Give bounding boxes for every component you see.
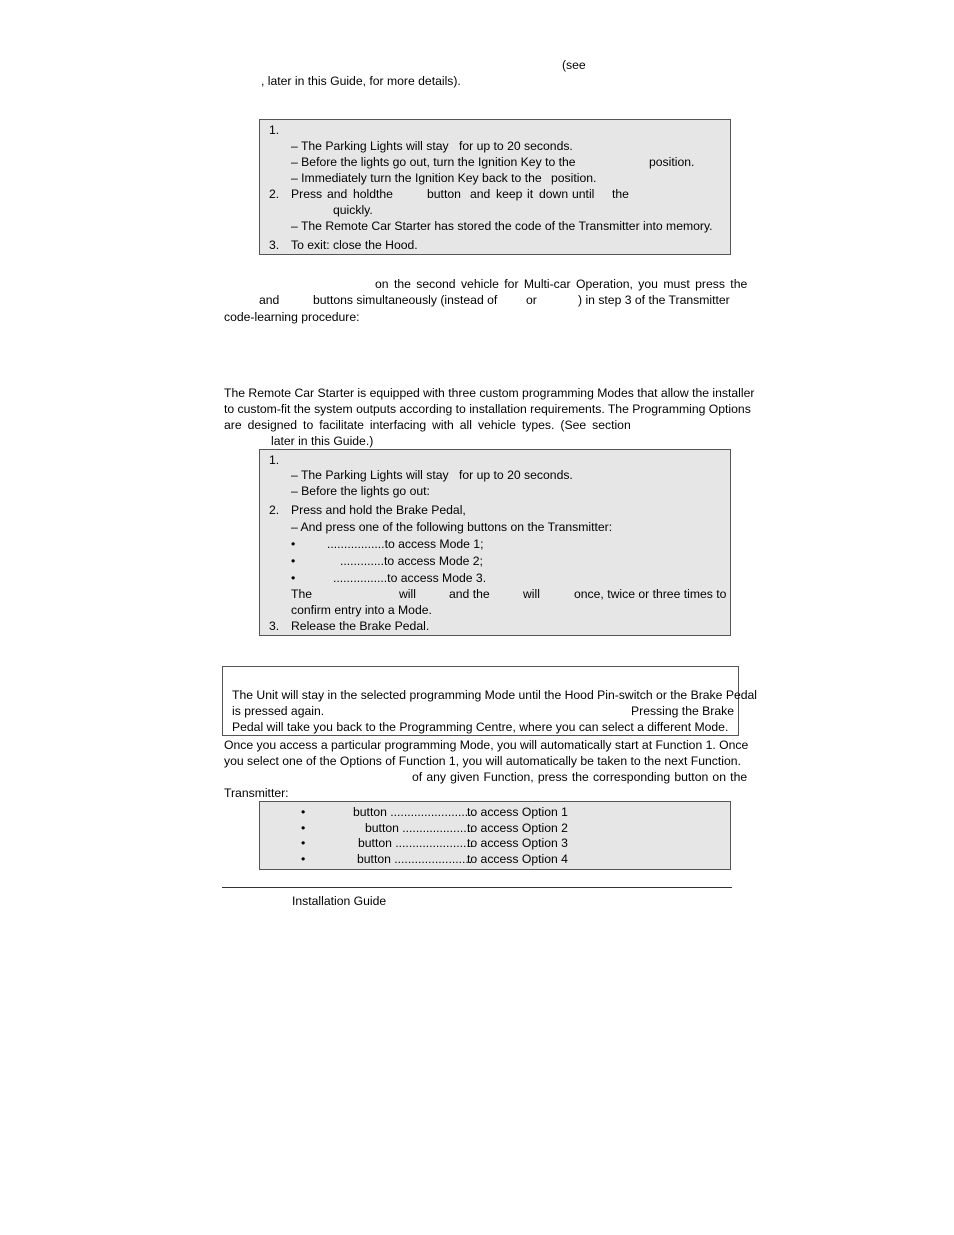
transmitter-learning-box — [259, 119, 731, 255]
step-number: 1. — [269, 123, 280, 137]
step-number: 3. — [269, 619, 280, 633]
bullet-icon: • — [301, 852, 306, 866]
footer-divider — [222, 887, 732, 888]
word: The — [291, 587, 313, 601]
and-text: and — [259, 293, 280, 307]
step-number: 2. — [269, 187, 280, 201]
before-lights-out-text: – Before the lights go out: — [291, 484, 430, 498]
bullet-icon: • — [291, 537, 296, 551]
parking-lights-duration-text: for up to 20 seconds. — [459, 139, 573, 153]
programming-paragraph-line: later in this Guide.) — [271, 434, 374, 448]
word: once, twice or three times to — [574, 587, 727, 601]
ignition-key-back-text: – Immediately turn the Ignition Key back to the — [291, 171, 542, 185]
ignition-key-turn-text: – Before the lights go out, turn the Ignition Key to the — [291, 155, 576, 169]
word: down — [539, 187, 569, 201]
options-box — [259, 801, 731, 870]
option-label: to access Option 3 — [467, 836, 568, 850]
code-stored-text: – The Remote Car Starter has stored the code of the Transmitter into memory. — [291, 219, 713, 233]
step-number: 3. — [269, 238, 280, 252]
parking-lights-stay-text: – The Parking Lights will stay — [291, 139, 449, 153]
programming-paragraph-line: to custom-fit the system outputs according to installation requirements. The Programming Options — [224, 402, 751, 416]
note-line: Pressing the Brake — [631, 704, 734, 718]
exit-text: To exit: close the Hood. — [291, 238, 418, 252]
option-label: to access Option 1 — [467, 805, 568, 819]
option-button-text: button ....................... — [358, 836, 474, 850]
option-label: to access Option 2 — [467, 821, 568, 835]
quickly-text: quickly. — [333, 203, 373, 217]
later-in-guide-text: , later in this Guide, for more details). — [261, 74, 461, 88]
word: will — [399, 587, 416, 601]
mode-1-text: .................to access Mode 1; — [327, 537, 484, 551]
access-paragraph-line: you select one of the Options of Function 1, you will automatically be taken to the next Function. — [224, 754, 741, 768]
brake-pedal-text: Press and hold the Brake Pedal, — [291, 503, 466, 517]
mode-2-text: .............to access Mode 2; — [340, 554, 483, 568]
confirm-entry-text: confirm entry into a Mode. — [291, 603, 432, 617]
access-paragraph-line: Once you access a particular programming Mode, you will automatically start at Function 1. Once — [224, 738, 749, 752]
note-line: Pedal will take you back to the Programming Centre, where you can select a different Mode. — [232, 720, 729, 734]
bullet-icon: • — [301, 836, 306, 850]
step-number: 1. — [269, 453, 280, 467]
word: button — [427, 187, 461, 201]
footer-guide-title: Installation Guide — [292, 894, 387, 908]
programming-paragraph-line: are designed to facilitate interfacing with all vehicle types. (See section — [224, 418, 631, 432]
step-3-text: ) in step 3 of the Transmitter — [578, 293, 730, 307]
option-button-text: button ......................... — [353, 805, 475, 819]
option-label: to access Option 4 — [467, 852, 568, 866]
word: hold — [353, 187, 377, 201]
code-learning-text: code-learning procedure: — [224, 310, 360, 324]
bullet-icon: • — [301, 821, 306, 835]
bullet-icon: • — [301, 805, 306, 819]
multi-car-line-1 — [375, 276, 748, 292]
multi-car-text: on the second vehicle for Multi-car Operation, you must press the — [375, 277, 748, 291]
mode-3-text: ................to access Mode 3. — [333, 571, 487, 585]
buttons-simultaneously-text: buttons simultaneously (instead of — [313, 293, 498, 307]
option-button-text: button ....................... — [357, 852, 473, 866]
programming-modes-box — [259, 449, 731, 636]
press-buttons-text: – And press one of the following buttons on the Transmitter: — [291, 520, 613, 534]
parking-lights-duration-text: for up to 20 seconds. — [459, 468, 573, 482]
bullet-icon: • — [291, 554, 296, 568]
word: the — [612, 187, 629, 201]
access-paragraph-line: of any given Function, press the corresponding button on the — [412, 770, 748, 784]
word: it — [527, 187, 534, 201]
or-text: or — [526, 293, 537, 307]
release-brake-text: Release the Brake Pedal. — [291, 619, 430, 633]
word: keep — [496, 187, 523, 201]
position-text: position. — [649, 155, 695, 169]
word: will — [523, 587, 540, 601]
word: and the — [449, 587, 490, 601]
note-line: The Unit will stay in the selected programming Mode until the Hood Pin-switch or the Brake Pedal — [232, 688, 757, 702]
word: and — [327, 187, 348, 201]
option-button-text: button ..................... — [365, 821, 474, 835]
note-box — [222, 666, 757, 736]
note-line: is pressed again. — [232, 704, 325, 718]
position-text: position. — [551, 171, 597, 185]
word: and — [470, 187, 491, 201]
word: until — [572, 187, 595, 201]
step-number: 2. — [269, 503, 280, 517]
access-paragraph-line: Transmitter: — [224, 786, 289, 800]
see-reference-text: (see — [562, 58, 586, 72]
bullet-icon: • — [291, 571, 296, 585]
parking-lights-stay-text: – The Parking Lights will stay — [291, 468, 449, 482]
word: the — [376, 187, 393, 201]
word: Press — [291, 187, 323, 201]
programming-paragraph-line: The Remote Car Starter is equipped with three custom programming Modes that allow the installer — [224, 386, 755, 400]
